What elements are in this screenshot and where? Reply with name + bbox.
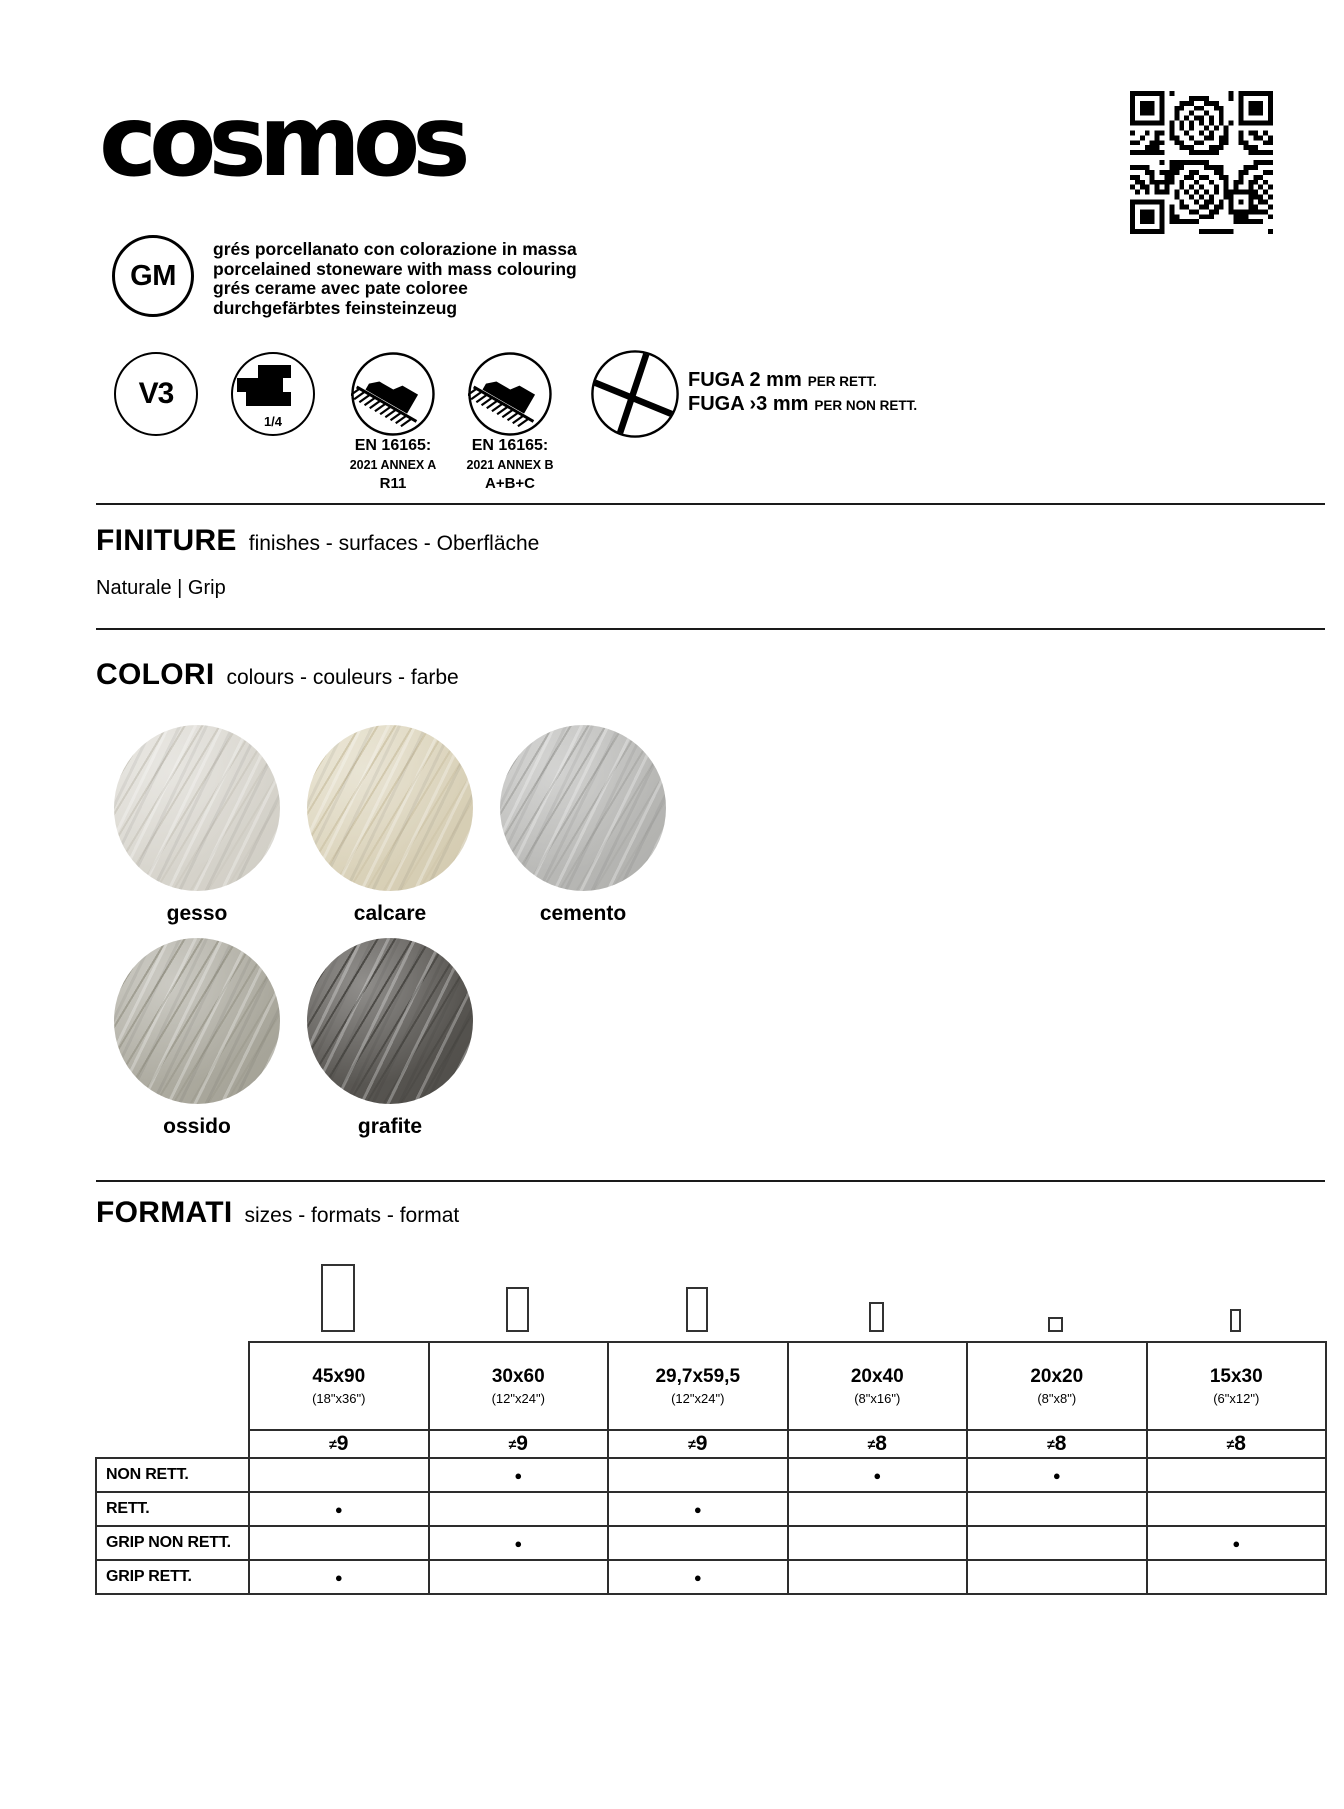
availability-cell — [249, 1526, 429, 1560]
size-value: 20x40 — [850, 1366, 904, 1387]
section-divider — [96, 1180, 1325, 1182]
section-divider — [96, 628, 1325, 630]
availability-cell — [967, 1492, 1147, 1526]
size-header-cell — [249, 1342, 429, 1430]
tile-offset-icon — [231, 352, 315, 436]
joint-width-icon — [591, 350, 679, 438]
thickness-symbol: ≠ — [329, 1436, 337, 1452]
size-header-cell — [788, 1342, 968, 1430]
availability-row — [96, 1560, 1326, 1594]
availability-cell — [429, 1492, 609, 1526]
size-glyph-row — [248, 1254, 1325, 1332]
thickness-symbol: ≠ — [867, 1436, 876, 1452]
row-label: GRIP NON RETT. — [96, 1526, 249, 1560]
availability-row — [96, 1526, 1326, 1560]
slip-resistance-icon-a — [351, 352, 435, 436]
boot-on-slope-icon — [468, 352, 552, 436]
availability-dot: ● — [608, 1492, 788, 1526]
availability-dot: ● — [429, 1458, 609, 1492]
thickness-cell — [788, 1430, 968, 1458]
color-swatch — [114, 725, 280, 926]
size-value: 45x90 — [312, 1366, 366, 1387]
size-inches: (12"x24") — [671, 1391, 725, 1406]
section-subtitle: colours - couleurs - farbe — [226, 666, 459, 689]
size-header-cell — [429, 1342, 609, 1430]
color-swatch — [114, 938, 280, 1139]
size-shape-cell — [787, 1254, 967, 1332]
size-shape-cell — [1146, 1254, 1326, 1332]
certification-line: 2021 ANNEX A — [349, 458, 437, 472]
size-inches: (8"x8") — [1037, 1391, 1077, 1406]
shade-variation-icon — [114, 352, 198, 436]
availability-dot: ● — [249, 1492, 429, 1526]
color-swatch — [500, 725, 666, 926]
thickness-cell — [429, 1430, 609, 1458]
tile-size-glyph — [1048, 1317, 1063, 1332]
certification-line: EN 16165: — [471, 437, 549, 454]
section-subtitle: sizes - formats - format — [244, 1204, 460, 1227]
tile-size-glyph — [869, 1302, 884, 1332]
material-description — [213, 240, 577, 318]
section-title: FORMATI — [96, 1196, 233, 1229]
section-subtitle: finishes - surfaces - Oberfläche — [248, 532, 540, 555]
size-value: 29,7x59,5 — [655, 1366, 741, 1387]
thickness-row — [96, 1430, 1326, 1458]
section-divider — [96, 503, 1325, 505]
thickness-symbol: ≠ — [1047, 1436, 1055, 1452]
tile-size-glyph — [1230, 1309, 1241, 1332]
size-shape-cell — [428, 1254, 608, 1332]
thickness-value: 8 — [1234, 1432, 1246, 1455]
availability-dot: ● — [1147, 1526, 1327, 1560]
row-label: NON RETT. — [96, 1458, 249, 1492]
color-swatch-image — [307, 725, 473, 891]
availability-row — [96, 1492, 1326, 1526]
row-label: RETT. — [96, 1492, 249, 1526]
availability-cell — [608, 1458, 788, 1492]
gm-badge — [112, 235, 194, 317]
thickness-value: 8 — [875, 1432, 887, 1455]
size-header-cell — [608, 1342, 788, 1430]
availability-dot: ● — [788, 1458, 968, 1492]
tile-joint-icon — [591, 350, 679, 438]
size-value: 20x20 — [1030, 1366, 1084, 1387]
fuga-line — [688, 369, 917, 393]
availability-cell — [249, 1458, 429, 1492]
shade-variation-label: V3 — [138, 377, 174, 410]
tile-size-glyph — [321, 1264, 355, 1332]
availability-cell — [1147, 1492, 1327, 1526]
thickness-symbol: ≠ — [1226, 1436, 1235, 1452]
offset-fraction-label: 1/4 — [263, 414, 283, 429]
color-row-2 — [114, 938, 473, 1139]
availability-cell — [788, 1526, 968, 1560]
brick-shape — [237, 378, 283, 392]
fuga-value: FUGA ›3 mm — [688, 393, 809, 415]
certification-line: A+B+C — [484, 475, 536, 492]
size-inches: (12"x24") — [491, 1391, 545, 1406]
section-title: FINITURE — [96, 524, 237, 557]
fuga-value: FUGA 2 mm — [688, 369, 802, 391]
formati-heading — [96, 1196, 459, 1230]
qr-code-image — [1130, 91, 1273, 234]
joint-width-spec — [688, 369, 917, 417]
thickness-symbol: ≠ — [508, 1436, 517, 1452]
size-value: 30x60 — [491, 1366, 545, 1387]
fuga-line — [688, 393, 917, 417]
finiture-heading — [96, 524, 539, 558]
section-title: COLORI — [96, 658, 215, 691]
certification-line: 2021 ANNEX B — [466, 458, 554, 472]
thickness-symbol: ≠ — [688, 1436, 696, 1452]
availability-row — [96, 1458, 1326, 1492]
certification-line: EN 16165: — [354, 437, 432, 454]
size-value: 15x30 — [1209, 1366, 1263, 1387]
material-line: grés cerame avec pate coloree — [213, 278, 468, 298]
color-swatch-image — [114, 938, 280, 1104]
tile-size-glyph — [686, 1287, 708, 1332]
thickness-value: 9 — [695, 1432, 708, 1455]
availability-dot: ● — [249, 1560, 429, 1594]
thickness-value: 9 — [336, 1432, 349, 1455]
availability-cell — [788, 1492, 968, 1526]
availability-dot: ● — [429, 1526, 609, 1560]
formats-table — [95, 1341, 1327, 1595]
fuga-qualifier: PER RETT. — [807, 374, 877, 389]
color-swatch — [307, 938, 473, 1139]
color-swatch — [307, 725, 473, 926]
brick-shape — [258, 365, 291, 378]
slip-certification-b — [435, 437, 585, 495]
size-inches: (18"x36") — [312, 1391, 366, 1406]
availability-cell — [608, 1526, 788, 1560]
thickness-value: 8 — [1054, 1432, 1067, 1455]
size-header-row — [96, 1342, 1326, 1430]
size-shape-cell — [607, 1254, 787, 1332]
availability-cell — [429, 1560, 609, 1594]
thickness-value: 9 — [516, 1432, 528, 1455]
material-line: durchgefärbtes feinsteinzeug — [213, 297, 458, 318]
thickness-cell — [1147, 1430, 1327, 1458]
brick-shape — [246, 392, 291, 406]
material-line: porcelained stoneware with mass colouring — [213, 258, 577, 279]
color-swatch-label: gesso — [166, 902, 228, 925]
availability-dot: ● — [967, 1458, 1147, 1492]
color-swatch-label: grafite — [357, 1115, 423, 1138]
size-shape-cell — [248, 1254, 428, 1332]
certification-line: R11 — [379, 475, 407, 492]
colori-heading — [96, 658, 459, 692]
availability-cell — [1147, 1458, 1327, 1492]
color-swatch-image — [307, 938, 473, 1104]
size-header-cell — [967, 1342, 1147, 1430]
tile-size-glyph — [506, 1287, 529, 1332]
finishes-value: Naturale | Grip — [96, 577, 226, 599]
qr-code — [1130, 91, 1273, 234]
thickness-cell — [249, 1430, 429, 1458]
product-title: cosmos — [99, 85, 463, 199]
availability-cell — [967, 1560, 1147, 1594]
color-swatch-image — [500, 725, 666, 891]
slip-resistance-icon-b — [468, 352, 552, 436]
fuga-qualifier: PER NON RETT. — [814, 398, 918, 413]
availability-dot: ● — [608, 1560, 788, 1594]
availability-cell — [967, 1526, 1147, 1560]
color-swatch-label: cemento — [539, 902, 627, 925]
thickness-cell — [608, 1430, 788, 1458]
color-row-1 — [114, 725, 666, 926]
size-header-cell — [1147, 1342, 1327, 1430]
size-inches: (8"x16") — [854, 1391, 901, 1406]
gm-badge-label: GM — [130, 259, 176, 292]
size-shape-cell — [966, 1254, 1146, 1332]
color-swatch-image — [114, 725, 280, 891]
availability-cell — [1147, 1560, 1327, 1594]
color-swatch-label: calcare — [353, 902, 427, 925]
size-inches: (6"x12") — [1213, 1391, 1260, 1406]
row-label: GRIP RETT. — [96, 1560, 249, 1594]
boot-on-slope-icon — [351, 352, 435, 436]
availability-cell — [788, 1560, 968, 1594]
color-swatch-label: ossido — [163, 1115, 231, 1138]
thickness-cell — [967, 1430, 1147, 1458]
material-line: grés porcellanato con colorazione in massa — [213, 239, 577, 259]
